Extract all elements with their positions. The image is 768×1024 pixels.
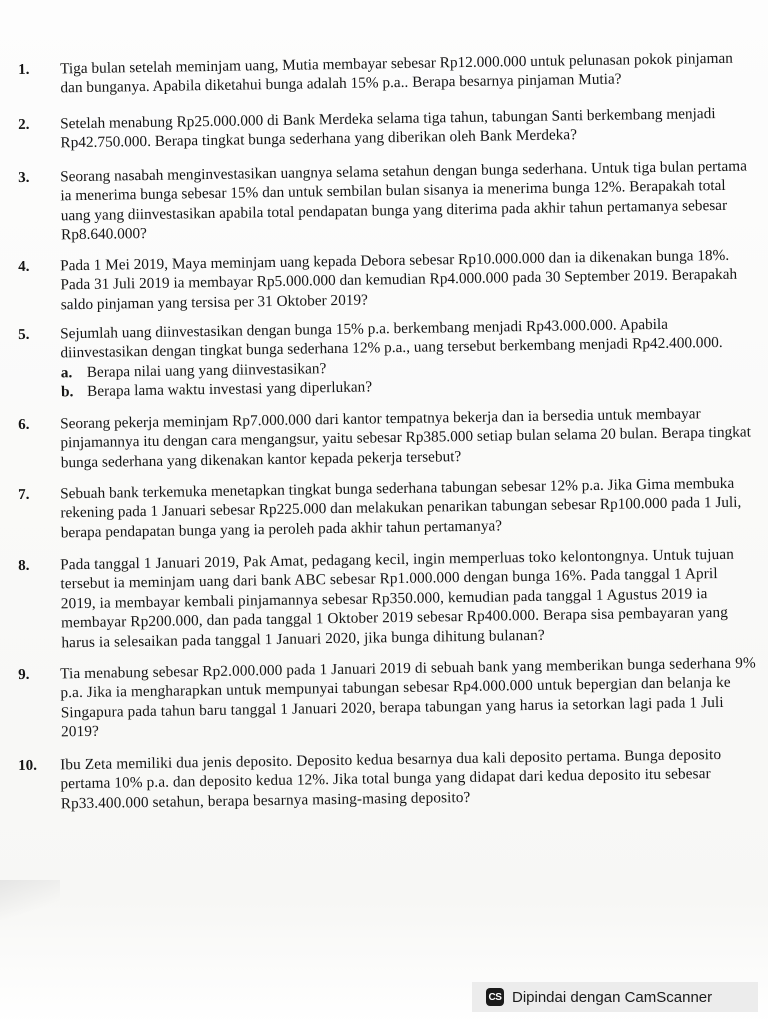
- problem-text: Seorang nasabah menginvestasikan uangnya selama setahun dengan bunga sederhana. Untuk tiga bulan pertama ia menerima bunga sebesar 15% dan untuk sembilan bulan sisanya ia menerima bunga 12%. Berapakah total uang yang diinvestasikan apabila total pendapatan bunga yang diterima pada akhir tahun pertamanya sebesar Rp8.640.000?: [60, 157, 748, 244]
- sub-question-text: Berapa nilai uang yang diinvestasikan?: [86, 360, 327, 382]
- problem-2: [18, 103, 757, 153]
- page-fold-shadow: [0, 880, 60, 920]
- sub-question-letter: b.: [60, 383, 74, 402]
- problem-text: Setelah menabung Rp25.000.000 di Bank Merdeka selama tiga tahun, tabungan Santi berkembang menjadi Rp42.750.000. Berapa tingkat bunga sederhana yang diberikan oleh Bank Merdeka?: [60, 104, 716, 152]
- problem-number: 7.: [18, 487, 30, 504]
- problem-body: [60, 314, 757, 403]
- problem-number: 6.: [18, 416, 30, 434]
- camscanner-logo-icon: CS: [486, 988, 504, 1006]
- problem-number: 1.: [18, 61, 30, 78]
- problem-text: Seorang pekerja meminjam Rp7.000.000 dari kantor tempatnya bekerja dan ia bersedia untuk membayar pinjamannya itu dengan cara mengangsur, yaitu sebesar Rp385.000 setiap bulan selama 20 bulan. Berapa tingkat bunga sederhana yang dikenakan kantor kepada pekerja tersebut?: [60, 405, 752, 472]
- camscanner-watermark: [472, 982, 758, 1012]
- problem-5: [18, 314, 757, 403]
- sub-question-text: Berapa lama waktu investasi yang diperlukan?: [86, 379, 373, 401]
- problem-number: 4.: [18, 259, 30, 276]
- problem-text: Sejumlah uang diinvestasikan dengan bunga 15% p.a. berkembang menjadi Rp43.000.000. Apabila diinvestasikan dengan tingkat bunga sederhana 12% p.a., uang tersebut berkembang menjadi Rp42.400.000.: [60, 316, 723, 363]
- problem-number: 5.: [18, 327, 30, 344]
- problem-list: [18, 49, 756, 814]
- problem-number: 2.: [18, 116, 30, 133]
- problem-text: Tia menabung sebesar Rp2.000.000 pada 1 Januari 2019 di sebuah bank yang memberikan bunga sederhana 9% p.a. Jika ia mengharapkan untuk mempunyai tabungan sebesar Rp4.000.000 untuk bepergian dan belanja ke Singapura pada tahun baru tanggal 1 Januari 2020, berapa tabungan yang harus ia setorkan lagi pada 1 Juli 2019?: [60, 653, 756, 741]
- problem-text: Pada 1 Mei 2019, Maya meminjam uang kepada Debora sebesar Rp10.000.000 dan ia dikenakan bunga 18%. Pada 31 Juli 2019 ia membayar Rp5.000.000 dan kemudian Rp4.000.000 pada 30 September 2019. Berapakah saldo pinjaman yang tersisa per 31 Oktober 2019?: [60, 247, 738, 314]
- sub-question-letter: a.: [60, 364, 73, 382]
- problem-number: 9.: [18, 666, 30, 683]
- problem-6: [18, 404, 757, 474]
- problem-text: Tiga bulan setelah meminjam uang, Mutia membayar sebesar Rp12.000.000 untuk pelunasan pokok pinjaman dan bunganya. Apabila diketahui bunga adalah 15% p.a.. Berapa besarnya pinjaman Mutia?: [60, 49, 733, 97]
- problem-text: Ibu Zeta memiliki dua jenis deposito. Deposito kedua besarnya dua kali deposito pertama. Bunga deposito pertama 10% p.a. dan deposito kedua 12%. Jika total bunga yang didapat dari kedua deposito itu sebesar Rp33.400.000 setahun, berapa besarnya masing-masing deposito?: [60, 746, 722, 813]
- problem-1: [18, 48, 757, 98]
- problem-number: 3.: [18, 169, 30, 186]
- problem-text: Pada tanggal 1 Januari 2019, Pak Amat, pedagang kecil, ingin memperluas toko kelontongnya. Untuk tujuan tersebut ia meminjam uang dari bank ABC sebesar Rp1.000.000 dengan bunga 16%. Pada tanggal 1 April 2019, ia membayar kembali pinjamannya sebesar Rp350.000, kemudian pada tanggal 1 Agustus 2019 ia membayar Rp200.000, dan pada tanggal 1 Oktober 2019 sebesar Rp400.000. Berapa sisa pembayaran yang harus ia selesaikan pada tanggal 1 Januari 2020, jika bunga dihitung bulanan?: [60, 545, 735, 651]
- camscanner-label: Dipindai dengan CamScanner: [512, 988, 713, 1006]
- problem-7: [18, 474, 757, 544]
- problem-9: [18, 653, 757, 742]
- problem-8: [18, 544, 757, 653]
- problem-text: Sebuah bank terkemuka menetapkan tingkat bunga sederhana tabungan sebesar 12% p.a. Jika Gima membuka rekening pada 1 Januari sebesar Rp225.000 dan melakukan penarikan tabungan sebesar Rp100.000 pada 1 Juli, berapa pendapatan bunga yang ia peroleh pada akhir tahun pertamanya?: [60, 475, 742, 542]
- problem-4: [18, 246, 757, 316]
- problem-3: [18, 156, 757, 245]
- problem-number: 8.: [18, 557, 30, 574]
- problem-number: 10.: [18, 757, 38, 775]
- problem-10: [18, 745, 757, 815]
